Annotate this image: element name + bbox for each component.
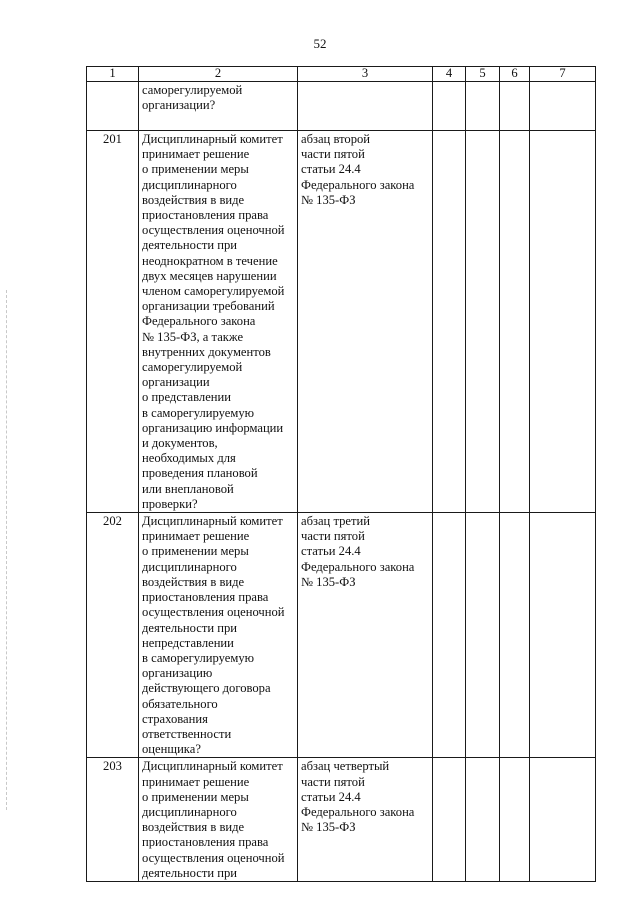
answer-cell-4 (433, 758, 466, 882)
table-row-203 (87, 758, 596, 882)
row-number (87, 82, 139, 131)
checklist-table (86, 66, 596, 882)
legal-basis: абзац третий части пятой статьи 24.4 Федерального закона № 135-ФЗ (298, 513, 433, 758)
legal-basis: абзац второй части пятой статьи 24.4 Федерального закона № 135-ФЗ (298, 131, 433, 513)
answer-cell-5 (466, 513, 500, 758)
column-header-5: 5 (466, 67, 500, 82)
column-header-6: 6 (500, 67, 530, 82)
answer-cell-6 (500, 131, 530, 513)
question-text: Дисциплинарный комитет принимает решение о применении меры дисциплинарного воздействия в виде приостановления права осуществления оценочной деятельности при непредставлении в саморегулируемую организацию действующего договора обязательного страхования ответственности оценщика? (139, 513, 298, 758)
column-header-3: 3 (298, 67, 433, 82)
answer-cell-7 (530, 131, 596, 513)
scan-edge-artifact (6, 290, 7, 810)
question-text: Дисциплинарный комитет принимает решение о применении меры дисциплинарного воздействия в виде приостановления права осуществления оценочной деятельности при (139, 758, 298, 882)
row-number: 203 (87, 758, 139, 882)
legal-basis (298, 82, 433, 131)
question-text: Дисциплинарный комитет принимает решение о применении меры дисциплинарного воздействия в виде приостановления права осуществления оценочной деятельности при неоднократном в течение двух месяцев нарушении членом саморегулируемой организации требований Федерального закона № 135-ФЗ, а также внутренних документов саморегулируемой организации о представлении в саморегулируемую организацию информации и документов, необходимых для проведения плановой или внеплановой проверки? (139, 131, 298, 513)
answer-cell-7 (530, 82, 596, 131)
column-header-2: 2 (139, 67, 298, 82)
legal-basis: абзац четвертый части пятой статьи 24.4 Федерального закона № 135-ФЗ (298, 758, 433, 882)
row-number: 201 (87, 131, 139, 513)
answer-cell-4 (433, 82, 466, 131)
question-text: саморегулируемой организации? (139, 82, 298, 131)
answer-cell-5 (466, 758, 500, 882)
table-row-continuation (87, 82, 596, 131)
table-row-201 (87, 131, 596, 513)
table-header-row (87, 67, 596, 82)
answer-cell-7 (530, 513, 596, 758)
column-header-7: 7 (530, 67, 596, 82)
answer-cell-6 (500, 758, 530, 882)
table-row-202 (87, 513, 596, 758)
column-header-4: 4 (433, 67, 466, 82)
answer-cell-4 (433, 513, 466, 758)
answer-cell-5 (466, 131, 500, 513)
answer-cell-6 (500, 82, 530, 131)
answer-cell-7 (530, 758, 596, 882)
page-number: 52 (313, 36, 327, 51)
row-number: 202 (87, 513, 139, 758)
answer-cell-5 (466, 82, 500, 131)
column-header-1: 1 (87, 67, 139, 82)
answer-cell-4 (433, 131, 466, 513)
answer-cell-6 (500, 513, 530, 758)
